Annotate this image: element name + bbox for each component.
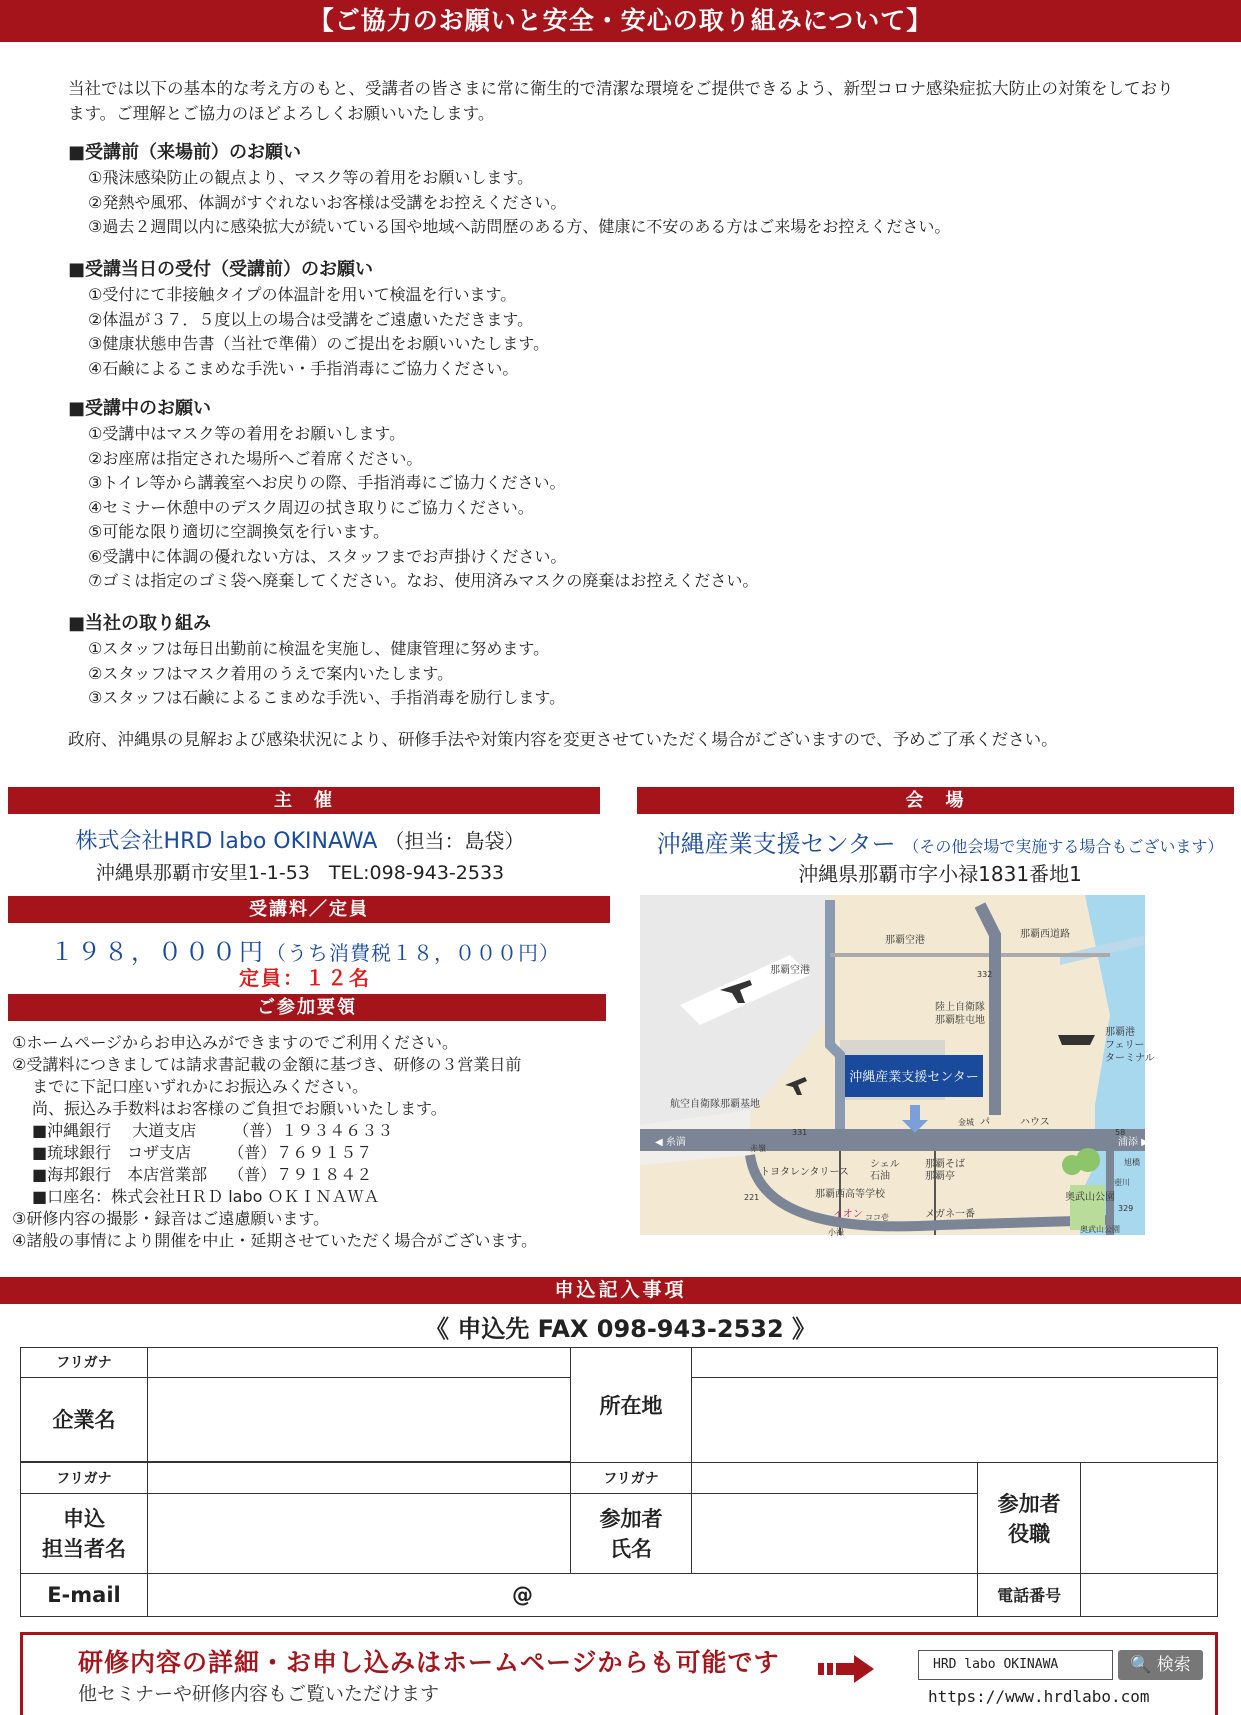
- map-center-label: 沖縄産業支援センター: [849, 1070, 979, 1085]
- map-label: 航空自衛隊那覇基地: [670, 1099, 760, 1110]
- section-item: ①スタッフは毎日出勤前に検温を実施し、健康管理に努めます。: [88, 639, 550, 658]
- section-heading: ■当社の取り組み: [68, 613, 212, 634]
- map-label: 小禄: [828, 1228, 844, 1237]
- map-label: 赤嶺: [750, 1144, 766, 1153]
- map-label: ココ壱: [865, 1213, 889, 1222]
- organizer-name: [0, 824, 600, 855]
- map-label: 奥武山公園: [1065, 1192, 1115, 1203]
- phone-label: 電話番号: [978, 1573, 1081, 1616]
- guideline-section: [68, 140, 1188, 240]
- page-title: 【ご協力のお願いと安全・安心の取り組みについて】: [0, 0, 1241, 42]
- fax-line: 《 申込先 FAX 098-943-2532 》: [424, 1315, 817, 1343]
- form-header: 申込記入事項: [0, 1277, 1241, 1304]
- closing-note: 政府、沖縄県の見解および感染状況により、研修手法や対策内容を変更させていただく場合がございますので、予めご了承ください。: [68, 730, 1058, 749]
- map-label: 那覇港: [1105, 1027, 1135, 1038]
- guideline-section: [68, 611, 1188, 711]
- applicant-furigana-field[interactable]: [147, 1462, 570, 1493]
- position-field[interactable]: [1081, 1462, 1218, 1573]
- step-line: ①ホームページからお申込みができますのでご利用ください。: [12, 1033, 459, 1052]
- application-form: [20, 1347, 1218, 1617]
- guideline-section: [68, 257, 1188, 381]
- participant-furigana-field[interactable]: [692, 1462, 978, 1493]
- map-label: メガネ一番: [925, 1209, 975, 1220]
- footer-sub: 他セミナーや研修内容もご覧いただけます: [78, 1683, 440, 1705]
- step-line: ■口座名：株式会社ＨＲＤ labo ＯＫＩＮＡＷＡ: [32, 1187, 380, 1206]
- section-item: ③スタッフは石鹸によるこまめな手洗い、手指消毒を励行します。: [88, 688, 566, 707]
- map-label: 陸上自衛隊: [935, 1002, 985, 1013]
- email-field[interactable]: [147, 1573, 977, 1616]
- map-label: ハウス: [1020, 1117, 1050, 1128]
- arrow-right-icon: [818, 1655, 878, 1683]
- section-heading: ■受講当日の受付（受講前）のお願い: [68, 259, 374, 280]
- map-label: 奥武山公園: [1080, 1225, 1120, 1234]
- step-line: ■沖縄銀行 大道支店 （普）１９３４６３３: [32, 1121, 394, 1140]
- furigana-label: フリガナ: [21, 1348, 148, 1378]
- map-label: フェリー: [1105, 1040, 1145, 1051]
- organizer-company: 株式会社HRD labo OKINAWA: [75, 829, 378, 854]
- organizer-person: （担当：島袋）: [384, 829, 525, 853]
- section-item: ⑤可能な限り適切に空調換気を行います。: [88, 522, 390, 541]
- map-label: パ: [980, 1117, 990, 1128]
- map-label: ◀ 糸満: [655, 1137, 686, 1148]
- participant-label: 参加者 氏名: [570, 1493, 692, 1573]
- venue-name: [640, 824, 1240, 859]
- venue-title: 沖縄産業支援センター: [656, 830, 896, 858]
- step-line: 尚、振込み手数料はお客様のご負担でお願いいたします。: [32, 1099, 447, 1118]
- at-sign: @: [512, 1582, 534, 1607]
- map-label: 221: [744, 1193, 760, 1202]
- steps-list: [12, 1032, 612, 1252]
- map-label: 332: [977, 970, 993, 979]
- intro-text: 当社では以下の基本的な考え方のもと、受講者の皆さまに常に衛生的で清潔な環境をご提供できるよう、新型コロナ感染症拡大防止の対策をしております。ご理解とご協力のほどよろしくお願いいたします。: [68, 79, 1174, 123]
- location-label: 所在地: [570, 1348, 692, 1463]
- fee-value: １９８，０００円: [50, 938, 266, 966]
- organizer-address: 沖縄県那覇市安里1-1-53 TEL:098-943-2533: [95, 862, 505, 884]
- venue-note: （その他会場で実施する場合もございます）: [903, 837, 1224, 856]
- section-item: ③過去２週間以内に感染拡大が続いている国や地域へ訪問歴のある方、健康に不安のある方はご来場をお控えください。: [88, 217, 951, 236]
- section-item: ③健康状態申告書（当社で準備）のご提出をお願いいたします。: [88, 334, 550, 353]
- map-label: 那覇亭: [925, 1171, 955, 1182]
- company-label: 企業名: [21, 1377, 148, 1461]
- map-label: 那覇空港: [885, 935, 925, 946]
- section-item: ①受付にて非接触タイプの体温計を用いて検温を行います。: [88, 285, 517, 304]
- map-label: イオン: [833, 1209, 863, 1220]
- section-item: ②体温が３７．５度以上の場合は受講をご遠慮いただきます。: [88, 309, 534, 329]
- section-item: ④石鹸によるこまめな手洗い・手指消毒にご協力ください。: [88, 358, 519, 378]
- map-label: ターミナル: [1105, 1053, 1155, 1064]
- step-line: ■海邦銀行 本店営業部 （普）７９１８４２: [32, 1165, 373, 1184]
- position-label: 参加者 役職: [978, 1462, 1081, 1573]
- map-label: 旭橋: [1124, 1158, 1140, 1167]
- footer-main: 研修内容の詳細・お申し込みはホームページからも可能です: [78, 1648, 780, 1677]
- step-line: ②受講料につきましては請求書記載の金額に基づき、研修の３営業日前: [12, 1055, 522, 1074]
- map-label: 58: [1115, 1128, 1126, 1137]
- guideline-section: [68, 396, 1188, 594]
- location-field-top[interactable]: [692, 1348, 1218, 1378]
- participant-field[interactable]: [692, 1493, 978, 1573]
- furigana-label: フリガナ: [570, 1462, 692, 1493]
- map-label: トヨタレンタリース: [760, 1167, 849, 1178]
- section-item: ①飛沫感染防止の観点より、マスク等の着用をお願いします。: [88, 168, 534, 187]
- step-line: ■琉球銀行 コザ支店 （普）７６９１５７: [32, 1143, 373, 1162]
- applicant-field[interactable]: [147, 1493, 570, 1573]
- section-item: ③トイレ等から講義室へお戻りの際、手指消毒にご協力ください。: [88, 473, 566, 492]
- map-label: 那覇空港: [770, 965, 810, 976]
- section-heading: ■受講中のお願い: [68, 398, 212, 419]
- applicant-label: 申込 担当者名: [21, 1493, 148, 1573]
- venue-map: [640, 895, 1155, 1237]
- section-item: ②スタッフはマスク着用のうえで案内いたします。: [88, 663, 454, 683]
- map-label: 那覇そば: [925, 1159, 965, 1170]
- footer-box: [20, 1632, 1218, 1715]
- fee-header: 受講料／定員: [8, 896, 610, 923]
- company-furigana-field[interactable]: [147, 1348, 570, 1378]
- map-label: シェル: [870, 1159, 900, 1170]
- steps-header: ご参加要領: [8, 994, 606, 1021]
- phone-field[interactable]: [1081, 1573, 1218, 1616]
- map-label: 金城: [958, 1118, 974, 1127]
- venue-address: 沖縄県那覇市字小禄1831番地1: [798, 862, 1082, 886]
- map-label: 壺川: [1114, 1178, 1130, 1187]
- step-line: までに下記口座いずれかにお振込みください。: [32, 1077, 369, 1096]
- step-line: ④諸般の事情により開催を中止・延期させていただく場合がございます。: [12, 1231, 538, 1250]
- website-url[interactable]: https://www.hrdlabo.com: [928, 1687, 1150, 1706]
- section-heading: ■受講前（来場前）のお願い: [68, 142, 302, 163]
- search-input[interactable]: HRD labo OKINAWA: [918, 1650, 1113, 1680]
- capacity: 定員：１２名: [239, 966, 371, 990]
- search-button[interactable]: 🔍 検索: [1118, 1650, 1203, 1680]
- map-label: 329: [1118, 1204, 1134, 1213]
- section-item: ②発熱や風邪、体調がすぐれないお客様は受講をお控えください。: [88, 192, 567, 212]
- map-label: 浦添 ▶: [1118, 1137, 1149, 1148]
- email-label: E-mail: [21, 1573, 148, 1616]
- map-label: 331: [792, 1128, 808, 1137]
- step-line: ③研修内容の撮影・録音はご遠慮願います。: [12, 1209, 330, 1228]
- map-label: 那覇駐屯地: [935, 1015, 985, 1026]
- furigana-label: フリガナ: [21, 1462, 148, 1493]
- organizer-header: 主 催: [8, 787, 600, 814]
- map-label: 石油: [870, 1171, 890, 1182]
- ship-icon: [1058, 1035, 1095, 1045]
- section-item: ④セミナー休憩中のデスク周辺の拭き取りにご協力ください。: [88, 497, 534, 517]
- fee-tax: （うち消費税１８，０００円）: [266, 941, 560, 965]
- venue-header: 会 場: [637, 787, 1234, 814]
- section-item: ⑥受講中に体調の優れない方は、スタッフまでお声掛けください。: [88, 546, 567, 566]
- location-field[interactable]: [692, 1377, 1218, 1462]
- section-item: ②お座席は指定された場所へご着席ください。: [88, 448, 423, 468]
- section-item: ①受講中はマスク等の着用をお願いします。: [88, 424, 406, 443]
- section-item: ⑦ゴミは指定のゴミ袋へ廃棄してください。なお、使用済みマスクの廃棄はお控えください。: [88, 571, 759, 590]
- company-field[interactable]: [147, 1377, 570, 1461]
- map-label: 那覇西高等学校: [815, 1189, 885, 1200]
- map-label: 那覇西道路: [1020, 929, 1070, 940]
